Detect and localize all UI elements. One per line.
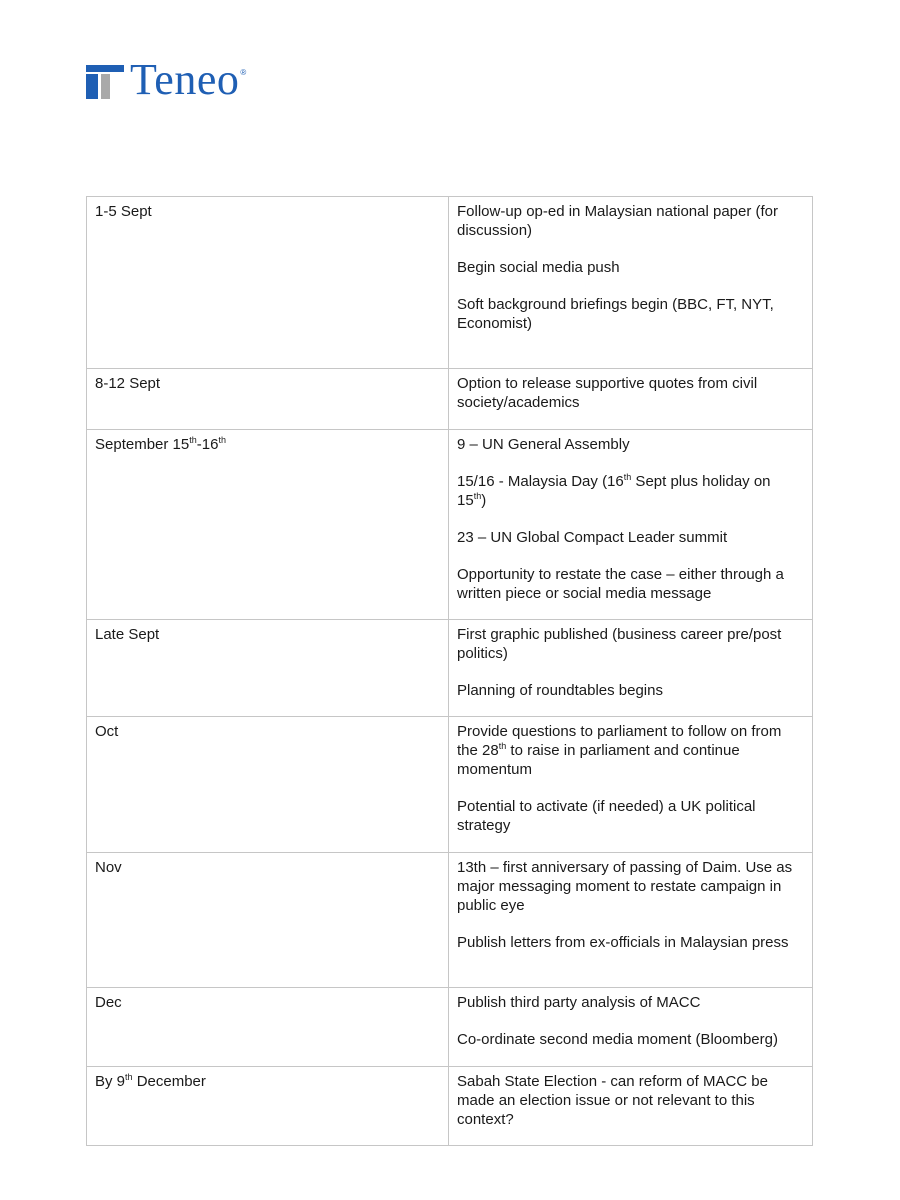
activity-item: Opportunity to restate the case – either through a written piece or social media message [457, 566, 784, 602]
date-label: Oct [95, 723, 119, 740]
activity-cell [449, 853, 813, 988]
activity-item: Provide questions to parliament to follow on from the 28th to raise in parliament and continue momentum [457, 723, 782, 778]
table-row [87, 197, 813, 369]
activity-item: Follow-up op-ed in Malaysian national paper (for discussion) [457, 203, 779, 239]
activity-item: 13th – first anniversary of passing of Daim. Use as major messaging moment to restate campaign in public eye [457, 859, 793, 914]
date-cell [87, 717, 449, 853]
activity-cell [449, 369, 813, 430]
date-label: 8-12 Sept [95, 375, 161, 392]
date-cell [87, 853, 449, 988]
date-cell [87, 197, 449, 369]
activity-item: Planning of roundtables begins [457, 682, 663, 699]
logo-wordmark: Teneo [130, 55, 240, 104]
table-row [87, 988, 813, 1067]
date-label: Nov [95, 859, 122, 876]
activity-cell [449, 430, 813, 620]
date-label: 1-5 Sept [95, 203, 152, 220]
activity-item: Begin social media push [457, 259, 620, 276]
activity-cell [449, 620, 813, 717]
activity-item: Option to release supportive quotes from civil society/academics [457, 375, 758, 411]
activity-item: Co-ordinate second media moment (Bloomberg) [457, 1031, 778, 1048]
date-cell [87, 620, 449, 717]
table-row [87, 1067, 813, 1146]
date-cell [87, 369, 449, 430]
activity-cell [449, 717, 813, 853]
activity-item: Publish third party analysis of MACC [457, 994, 701, 1011]
activity-cell [449, 988, 813, 1067]
date-label: September 15th-16th [95, 435, 226, 453]
date-cell [87, 988, 449, 1067]
table-row [87, 369, 813, 430]
teneo-logo-icon [86, 61, 124, 99]
activity-item: Publish letters from ex-officials in Malaysian press [457, 934, 789, 951]
activity-cell [449, 197, 813, 369]
date-cell [87, 1067, 449, 1146]
table-row [87, 620, 813, 717]
campaign-schedule-table [86, 196, 813, 1146]
date-label: Late Sept [95, 626, 160, 643]
table-row [87, 717, 813, 853]
activity-cell [449, 1067, 813, 1146]
registered-mark: ® [240, 68, 247, 77]
activity-item: First graphic published (business career pre/post politics) [457, 626, 782, 662]
date-label: Dec [95, 994, 122, 1011]
table-row [87, 430, 813, 620]
table-row [87, 853, 813, 988]
teneo-logo [86, 55, 247, 104]
activity-item: 23 – UN Global Compact Leader summit [457, 529, 728, 546]
activity-item: Sabah State Election - can reform of MACC be made an election issue or not relevant to this context? [457, 1073, 768, 1128]
date-cell [87, 430, 449, 620]
activity-item: Potential to activate (if needed) a UK political strategy [457, 798, 756, 834]
activity-item: Soft background briefings begin (BBC, FT, NYT, Economist) [457, 296, 774, 332]
activity-item: 15/16 - Malaysia Day (16th Sept plus holiday on 15th) [457, 472, 771, 509]
activity-item: 9 – UN General Assembly [457, 436, 630, 453]
date-label: By 9th December [95, 1072, 206, 1090]
